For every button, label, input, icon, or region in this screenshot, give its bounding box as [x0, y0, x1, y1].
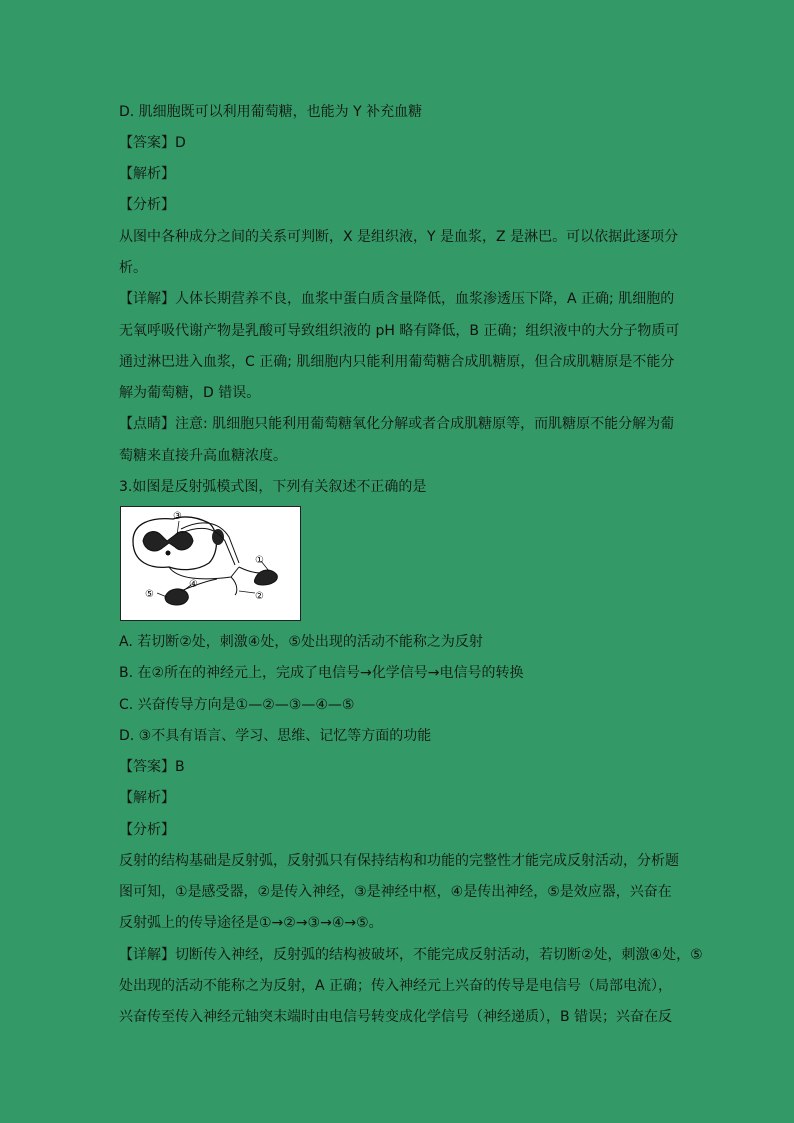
paragraph-line: 【详解】切断传入神经，反射弧的结构被破坏，不能完成反射活动，若切断②处，刺激④处，⑤	[119, 947, 703, 963]
label-1: ①	[255, 555, 264, 566]
paragraph-line: 萄糖来直接升高血糖浓度。	[119, 448, 287, 464]
fenxi-heading: 【分析】	[119, 197, 175, 213]
motor-nerve	[181, 579, 217, 591]
paragraph-line: 无氧呼吸代谢产物是乳酸可导致组织液的 pH 略有降低，B 正确；组织液中的大分子物质可	[119, 323, 680, 339]
grey-matter	[143, 532, 193, 551]
question-3-stem: 3.如图是反射弧模式图，下列有关叙述不正确的是	[119, 479, 427, 495]
paragraph-line: 反射弧上的传导途径是①→②→③→④→⑤。	[119, 915, 383, 931]
analysis-heading: 【解析】	[119, 166, 175, 182]
fenxi-heading: 【分析】	[119, 822, 175, 838]
answer-line: 【答案】B	[119, 759, 185, 775]
paragraph-line: 图可知，①是感受器，②是传入神经，③是神经中枢，④是传出神经，⑤是效应器，兴奋在	[119, 884, 672, 900]
label-3: ③	[173, 511, 182, 522]
paragraph-line: 【点睛】注意: 肌细胞只能利用葡萄糖氧化分解或者合成肌糖原等，而肌糖原不能分解为葡	[119, 416, 675, 432]
paragraph-line: 通过淋巴进入血浆，C 正确; 肌细胞内只能利用葡萄糖合成肌糖原，但合成肌糖原是不能分	[119, 354, 675, 370]
option-a: A. 若切断②处，刺激④处，⑤处出现的活动不能称之为反射	[119, 634, 483, 650]
answer-line: 【答案】D	[119, 135, 186, 151]
leader-2	[239, 591, 255, 593]
paragraph-line: 处出现的活动不能称之为反射，A 正确；传入神经元上兴奋的传导是电信号（局部电流），	[119, 978, 673, 994]
reflex-arc-svg	[121, 507, 300, 620]
nerve-to-receptor	[231, 577, 237, 595]
paragraph-line: 兴奋传至传入神经元轴突末端时由电信号转变成化学信号（神经递质），B 错误；兴奋在反	[119, 1009, 673, 1025]
paragraph-line: 【详解】人体长期营养不良，血浆中蛋白质含量降低，血浆渗透压下降，A 正确; 肌细胞的	[119, 291, 675, 307]
analysis-heading: 【解析】	[119, 790, 175, 806]
paragraph-line: 析。	[119, 260, 147, 276]
option-c: C. 兴奋传导方向是①—②—③—④—⑤	[119, 697, 355, 713]
nerve-to-skin	[239, 567, 261, 573]
label-4: ④	[189, 579, 198, 590]
receptor-shape	[254, 570, 277, 585]
option-b: B. 在②所在的神经元上，完成了电信号→化学信号→电信号的转换	[119, 665, 524, 681]
reflex-arc-diagram	[120, 506, 301, 621]
paragraph-line: 从图中各种成分之间的关系可判断，X 是组织液，Y 是血浆，Z 是淋巴。可以依据此逐项分	[119, 229, 679, 245]
central-canal	[166, 551, 171, 556]
option-d: D. ③不具有语言、学习、思维、记忆等方面的功能	[119, 728, 432, 744]
label-5: ⑤	[145, 589, 154, 600]
label-2: ②	[255, 591, 264, 602]
option-d-line: D. 肌细胞既可以利用葡萄糖，也能为 Y 补充血糖	[119, 104, 423, 120]
paragraph-line: 反射的结构基础是反射弧，反射弧只有保持结构和功能的完整性才能完成反射活动，分析题	[119, 853, 679, 869]
effector-shape	[165, 589, 188, 605]
paragraph-line: 解为葡萄糖，D 错误。	[119, 385, 261, 401]
